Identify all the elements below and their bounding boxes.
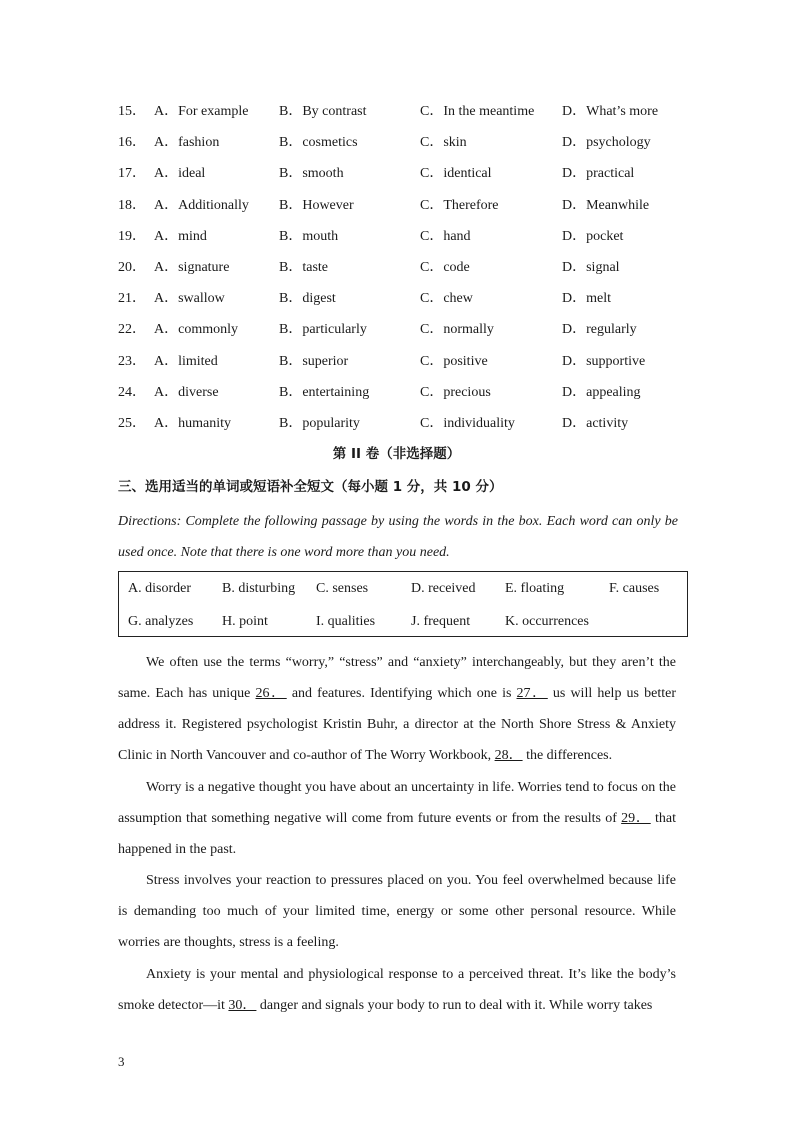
option-a: A．For example [154, 104, 249, 119]
question-number: 22． [118, 322, 146, 338]
option-a: A．signature [154, 259, 230, 275]
option-b: B．cosmetics [279, 135, 358, 151]
question-row [118, 256, 698, 287]
option-d: D．supportive [562, 353, 646, 369]
option-a: A．commonly [154, 322, 238, 338]
question-row [118, 287, 698, 318]
option-b: B．entertaining [279, 384, 370, 400]
word-option: F. causes [609, 581, 660, 596]
question-number: 24． [118, 384, 146, 400]
passage-text: the differences. [522, 748, 613, 764]
option-c: C．precious [420, 384, 491, 400]
word-option: J. frequent [411, 614, 471, 629]
choice-list [118, 100, 698, 443]
question-number: 20． [118, 259, 146, 275]
word-option: C. senses [316, 581, 369, 596]
option-a: A．diverse [154, 384, 219, 400]
word-option: B. disturbing [222, 581, 296, 596]
question-number: 15． [118, 104, 146, 119]
blank-28: 28． [494, 748, 523, 764]
question-row [118, 381, 698, 412]
passage-text: We often use the terms “worry,” “stress” and “anxiety” interchangeably, but they aren’t the same. Each has unique [118, 655, 676, 702]
word-option: E. floating [505, 581, 565, 596]
question-row [118, 318, 698, 349]
option-a: A．Additionally [154, 197, 249, 213]
option-b: B．popularity [279, 415, 360, 431]
option-d: D．activity [562, 415, 629, 431]
question-number: 25． [118, 415, 146, 431]
passage-text: that happened in the past. [118, 810, 676, 857]
question-number: 18． [118, 197, 146, 213]
option-c: C．chew [420, 291, 473, 307]
question-row [118, 131, 698, 162]
passage-paragraph [118, 959, 676, 1021]
question-number: 16． [118, 135, 146, 151]
option-d: D．psychology [562, 135, 651, 151]
word-option: A. disorder [128, 581, 191, 596]
passage [118, 647, 676, 1021]
question-number: 17． [118, 166, 146, 182]
option-d: D．practical [562, 166, 635, 182]
word-option: K. occurrences [505, 614, 589, 629]
option-c: C．individuality [420, 415, 515, 431]
option-b: B．digest [279, 291, 336, 307]
option-d: D．melt [562, 291, 611, 307]
option-c: C．identical [420, 166, 492, 182]
option-a: A．swallow [154, 291, 225, 307]
blank-30: 30． [228, 997, 257, 1013]
option-a: A．limited [154, 353, 218, 369]
option-a: A．fashion [154, 135, 220, 151]
passage-paragraph [118, 647, 676, 772]
option-c: C．normally [420, 322, 494, 338]
question-number: 19． [118, 228, 146, 244]
page-number: 3 [118, 1054, 125, 1069]
passage-text: danger and signals your body to run to deal with it. While worry takes [256, 997, 653, 1013]
option-c: C．positive [420, 353, 488, 369]
option-d: D．Meanwhile [562, 197, 650, 213]
passage-text: and features. Identifying which one is [286, 686, 517, 702]
passage-text: Worry is a negative thought you have about an uncertainty in life. Worries tend to focus on the assumption that something negative will come from future events or from the results of [118, 779, 676, 826]
option-c: C．Therefore [420, 197, 499, 213]
directions-text: Directions: Complete the following passage by using the words in the box. Each word can only be used once. Note that there is one word more than you need. [118, 514, 678, 560]
option-c: C．In the meantime [420, 104, 535, 119]
option-b: B．particularly [279, 322, 367, 338]
option-b: B．smooth [279, 166, 344, 182]
blank-27: 27． [516, 686, 548, 702]
option-c: C．hand [420, 228, 471, 244]
option-a: A．humanity [154, 415, 231, 431]
option-b: B．However [279, 197, 354, 213]
word-box-row [119, 572, 687, 605]
question-row [118, 100, 698, 131]
word-option: H. point [222, 614, 268, 629]
word-box-row [119, 605, 687, 638]
option-c: C．skin [420, 135, 467, 151]
passage-paragraph: Stress involves your reaction to pressures placed on you. You feel overwhelmed because life is demanding too much of your limited time, energy or some other personal resource. While worries are thoughts, stress is a feeling. [118, 873, 676, 951]
word-option: D. received [411, 581, 476, 596]
option-d: D．regularly [562, 322, 637, 338]
option-a: A．ideal [154, 166, 206, 182]
word-option: G. analyzes [128, 614, 194, 629]
question-number: 21． [118, 291, 146, 307]
option-d: D．appealing [562, 384, 641, 400]
question-row [118, 162, 698, 193]
section-title: 第 II 卷（非选择题） [332, 446, 461, 462]
passage-paragraph [118, 772, 676, 865]
option-b: B．taste [279, 259, 328, 275]
passage-text: us will help us better address it. Registered psychologist Kristin Buhr, a director at the North Shore Stress & Anxiety Clinic in North Vancouver and co-author of The Worry Workbook, [118, 686, 676, 764]
word-box [118, 571, 688, 637]
question-row [118, 194, 698, 225]
question-row [118, 350, 698, 381]
option-d: D．pocket [562, 228, 624, 244]
option-b: B．mouth [279, 228, 339, 244]
question-row [118, 225, 698, 256]
option-d: D．signal [562, 259, 620, 275]
option-b: B．By contrast [279, 104, 367, 119]
option-a: A．mind [154, 228, 207, 244]
blank-29: 29． [621, 810, 651, 826]
word-option: I. qualities [316, 614, 376, 629]
question-number: 23． [118, 353, 146, 369]
option-c: C．code [420, 259, 470, 275]
question-row [118, 412, 698, 443]
blank-26: 26． [255, 686, 287, 702]
option-d: D．What’s more [562, 104, 659, 119]
passage-text: Anxiety is your mental and physiological response to a perceived threat. It’s like the body’s smoke detector—it [118, 966, 676, 1013]
option-b: B．superior [279, 353, 349, 369]
part-three-heading: 三、选用适当的单词或短语补全短文（每小题 1 分，共 10 分） [118, 479, 503, 495]
